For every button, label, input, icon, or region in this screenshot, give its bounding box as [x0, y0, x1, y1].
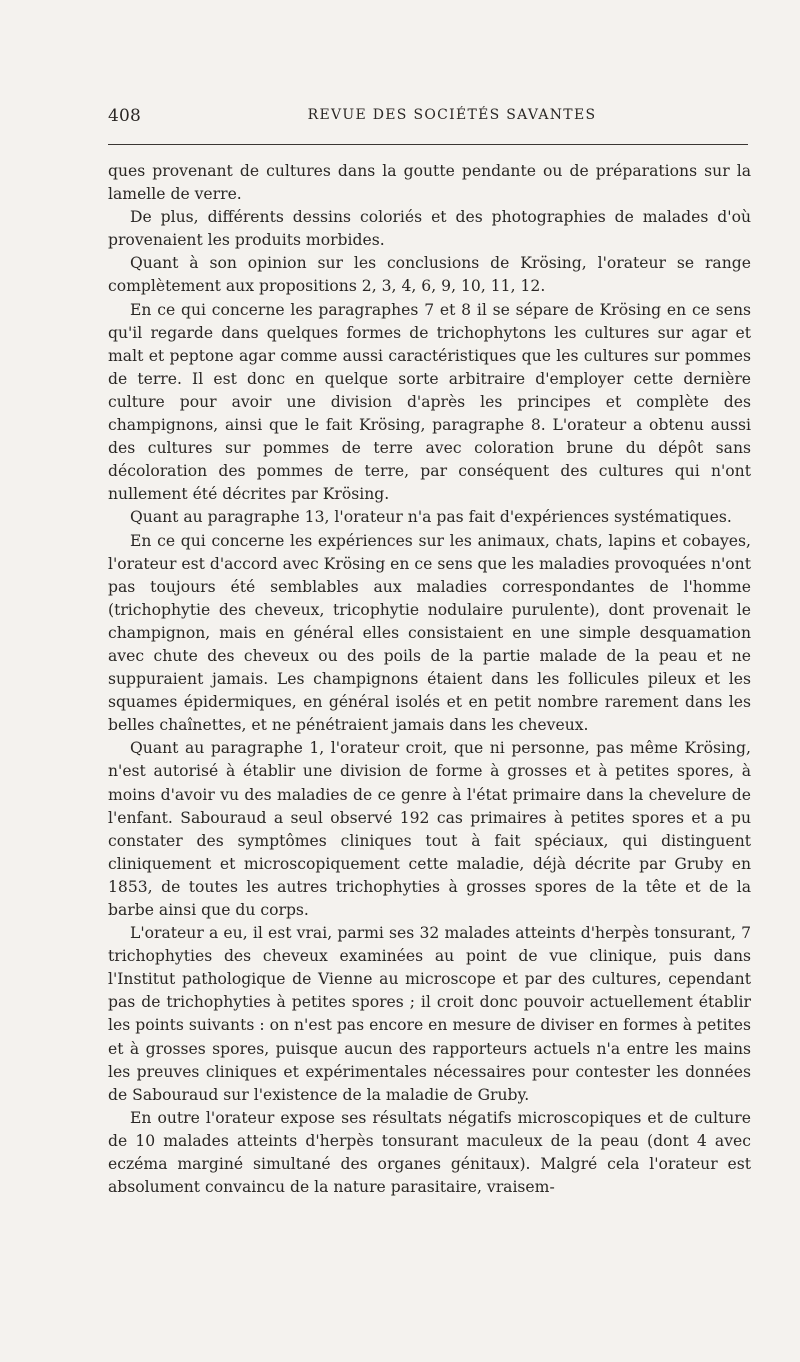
paragraph: En outre l'orateur expose ses résultats négatifs microscopiques et de culture de 10 malades atteints d'herpès tonsurant maculeux de la peau (dont 4 avec eczéma marginé simultané des organes génitaux). Malgré cela l'orateur est absolument convaincu de la nature parasitaire, vraisem-: [108, 1108, 751, 1197]
paragraph: De plus, différents dessins coloriés et des photographies de malades d'où provenaient les produits morbides.: [108, 208, 751, 250]
header-rule: [108, 144, 748, 145]
page-number: 408: [108, 106, 142, 126]
paragraph: Quant au paragraphe 13, l'orateur n'a pas fait d'expériences systématiques.: [130, 508, 732, 527]
page-header: [108, 106, 748, 130]
body-text: [108, 160, 751, 1199]
paragraph: Quant à son opinion sur les conclusions de Krösing, l'orateur se range complètement aux propositions 2, 3, 4, 6, 9, 10, 11, 12.: [108, 254, 751, 296]
paragraph-continuation: ques provenant de cultures dans la goutte pendante ou de préparations sur la lamelle de verre.: [108, 162, 751, 204]
paragraph: En ce qui concerne les expériences sur les animaux, chats, lapins et cobayes, l'orateur est d'accord avec Krösing en ce sens que les maladies provoquées n'ont pas toujours été semblables aux maladies correspondantes de l'homme (trichophytie des cheveux, tricophytie nodulaire purulente), dont provenait le champignon, mais en général elles consistaient en une simple desquamation avec chute des cheveux ou des poils de la partie malade de la peau et ne suppuraient jamais. Les champignons étaient dans les follicules pileux et les squames épidermiques, en général isolés et en petit nombre rarement dans les belles chaînettes, et ne pénétraient jamais dans les cheveux.: [108, 531, 751, 735]
running-title: REVUE DES SOCIÉTÉS SAVANTES: [307, 107, 597, 123]
paragraph: L'orateur a eu, il est vrai, parmi ses 32 malades atteints d'herpès tonsurant, 7 trichophyties des cheveux examinées au point de vue clinique, puis dans l'Institut pathologique de Vienne au microscope et par des cultures, cependant pas de trichophyties à petites spores ; il croit donc pouvoir actuellement établir les points suivants : on n'est pas encore en mesure de diviser en formes à petites et à grosses spores, puisque aucun des rapporteurs actuels n'a entre les mains les preuves cliniques et expérimentales nécessaires pour contester les données de Sabouraud sur l'existence de la maladie de Gruby.: [108, 924, 751, 1104]
paragraph: En ce qui concerne les paragraphes 7 et 8 il se sépare de Krösing en ce sens qu'il regarde dans quelques formes de trichophytons les cultures sur agar et malt et peptone agar comme aussi caractéristiques que les cultures sur pommes de terre. Il est donc en quelque sorte arbitraire d'employer cette dernière culture pour avoir une division d'après les principes et complète des champignons, ainsi que le fait Krösing, paragraphe 8. L'orateur a obtenu aussi des cultures sur pommes de terre avec coloration brune du dépôt sans décoloration des pommes de terre, par conséquent des cultures qui n'ont nullement été décrites par Krösing.: [108, 300, 751, 504]
paragraph: Quant au paragraphe 1, l'orateur croit, que ni personne, pas même Krösing, n'est autorisé à établir une division de forme à grosses et à petites spores, à moins d'avoir vu des maladies de ce genre à l'état primaire dans la chevelure de l'enfant. Sabouraud a seul observé 192 cas primaires à petites spores et a pu constater des symptômes cliniques tout à fait spéciaux, qui distinguent cliniquement et microscopiquement cette maladie, déjà décrite par Gruby en 1853, de toutes les autres trichophyties à grosses spores de la tête et de la barbe ainsi que du corps.: [108, 739, 751, 919]
